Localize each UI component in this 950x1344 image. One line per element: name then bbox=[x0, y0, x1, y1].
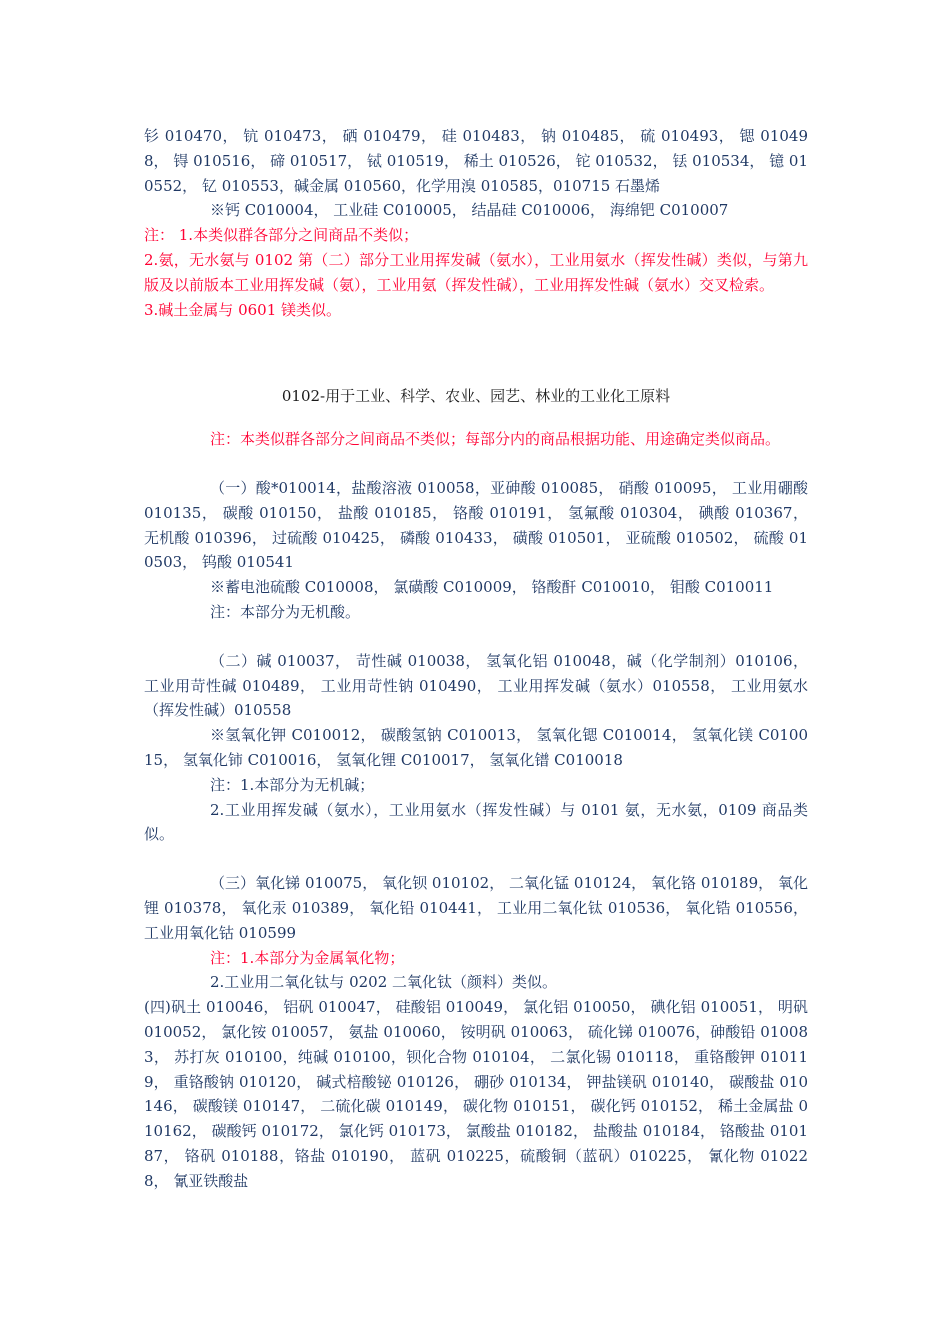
document-body bbox=[144, 124, 808, 1193]
part-1-supplement: ※蓄电池硫酸 C010008， 氯磺酸 C010009， 铬酸酐 C010010， 钼酸 C010011 bbox=[210, 578, 774, 597]
spacer bbox=[144, 452, 808, 476]
part-2-bases: （二）碱 010037， 苛性碱 010038， 氢氧化铝 010048，碱（化学制剂）010106， 工业用苛性碱 010489， 工业用苛性钠 010490， 工业用挥发碱（氨水）010558， 工业用氨水（挥发性碱）010558 bbox=[144, 651, 808, 720]
note-2: 2.氨，无水氨与 0102 第（二）部分工业用挥发碱（氨水），工业用氨水（挥发性碱）类似，与第九版及以前版本工业用挥发碱（氨），工业用氨（挥发性碱），工业用挥发性碱（氨水）交叉检索。 bbox=[144, 250, 808, 294]
part-2-note-2: 2.工业用挥发碱（氨水），工业用氨水（挥发性碱）与 0101 氨，无水氨，0109 商品类似。 bbox=[144, 800, 808, 844]
part-1-note: 注：本部分为无机酸。 bbox=[210, 602, 361, 621]
section-note: 注：本类似群各部分之间商品不类似；每部分内的商品根据功能、用途确定类似商品。 bbox=[210, 430, 781, 449]
part-2-note-1: 注：1.本部分为无机碱； bbox=[210, 775, 375, 794]
part-3-note-1: 注：1.本部分为金属氧化物； bbox=[210, 948, 405, 967]
part-3-note-2: 2.工业用二氧化钛与 0202 二氧化钛（颜料）类似。 bbox=[210, 973, 558, 992]
part-2-supplement: ※氢氧化钾 C010012， 碳酸氢钠 C010013， 氢氧化锶 C010014， 氢氧化镁 C010015， 氢氧化铈 C010016， 氢氧化锂 C010017， 氢氧化镨 C010018 bbox=[144, 726, 808, 769]
spacer bbox=[144, 847, 808, 871]
note-3: 3.碱土金属与 0601 镁类似。 bbox=[144, 300, 342, 319]
part-3-oxides: （三）氧化锑 010075， 氧化钡 010102， 二氧化锰 010124， 氧化铬 010189， 氧化锂 010378， 氧化汞 010389， 氧化铅 010441， 工业用二氧化钛 010536， 氧化锆 010556， 工业用氧化钴 010599 bbox=[144, 874, 808, 942]
element-list-paragraph: 钐 010470， 钪 010473， 硒 010479， 硅 010483， 钠 010485， 硫 010493， 锶 010498， 锝 010516， 碲 010517， 铽 010519， 稀土 010526， 铊 010532， 铥 010534， 镱 010552， 钇 010553，碱金属 010560，化学用溴 010585，010715 石墨烯 bbox=[144, 127, 808, 195]
part-1-acids: （一）酸*010014，盐酸溶液 010058，亚砷酸 010085， 硝酸 010095， 工业用硼酸 010135， 碳酸 010150， 盐酸 010185， 铬酸 010191， 氢氟酸 010304， 碘酸 010367， 无机酸 010396， 过硫酸 010425， 磷酸 010433， 磺酸 010501， 亚硫酸 010502， 硫酸 010503， 钨酸 010541 bbox=[144, 478, 808, 572]
spacer bbox=[144, 409, 808, 427]
part-4-salts: (四)矾土 010046， 铝矾 010047， 硅酸铝 010049， 氯化铝 010050， 碘化铝 010051， 明矾 010052， 氯化铵 010057， 氨盐 010060， 铵明矾 010063， 硫化锑 010076，砷酸铅 010083， 苏打灰 010100，纯碱 010100，钡化合物 010104， 二氯化锡 010118， 重铬酸钾 010119， 重铬酸钠 010120， 碱式棓酸铋 010126， 硼砂 010134， 钾盐镁矾 010140， 碳酸盐 010146， 碳酸镁 010147， 二硫化碳 010149， 碳化物 010151， 碳化钙 010152， 稀土金属盐 010162， 碳酸钙 010172， 氯化钙 010173， 氯酸盐 010182， 盐酸盐 010184， 铬酸盐 010187， 铬矾 010188，铬盐 010190， 蓝矾 010225，硫酸铜（蓝矾）010225， 氰化物 010228， 氰亚铁酸盐 bbox=[144, 998, 808, 1190]
spacer bbox=[144, 625, 808, 649]
section-title: 0102-用于工业、科学、农业、园艺、林业的工业化工原料 bbox=[281, 387, 671, 406]
supplement-items: ※钙 C010004， 工业硅 C010005， 结晶硅 C010006， 海绵钯 C010007 bbox=[210, 201, 729, 220]
spacer bbox=[144, 322, 808, 384]
note-1: 注： 1.本类似群各部分之间商品不类似； bbox=[144, 226, 419, 245]
